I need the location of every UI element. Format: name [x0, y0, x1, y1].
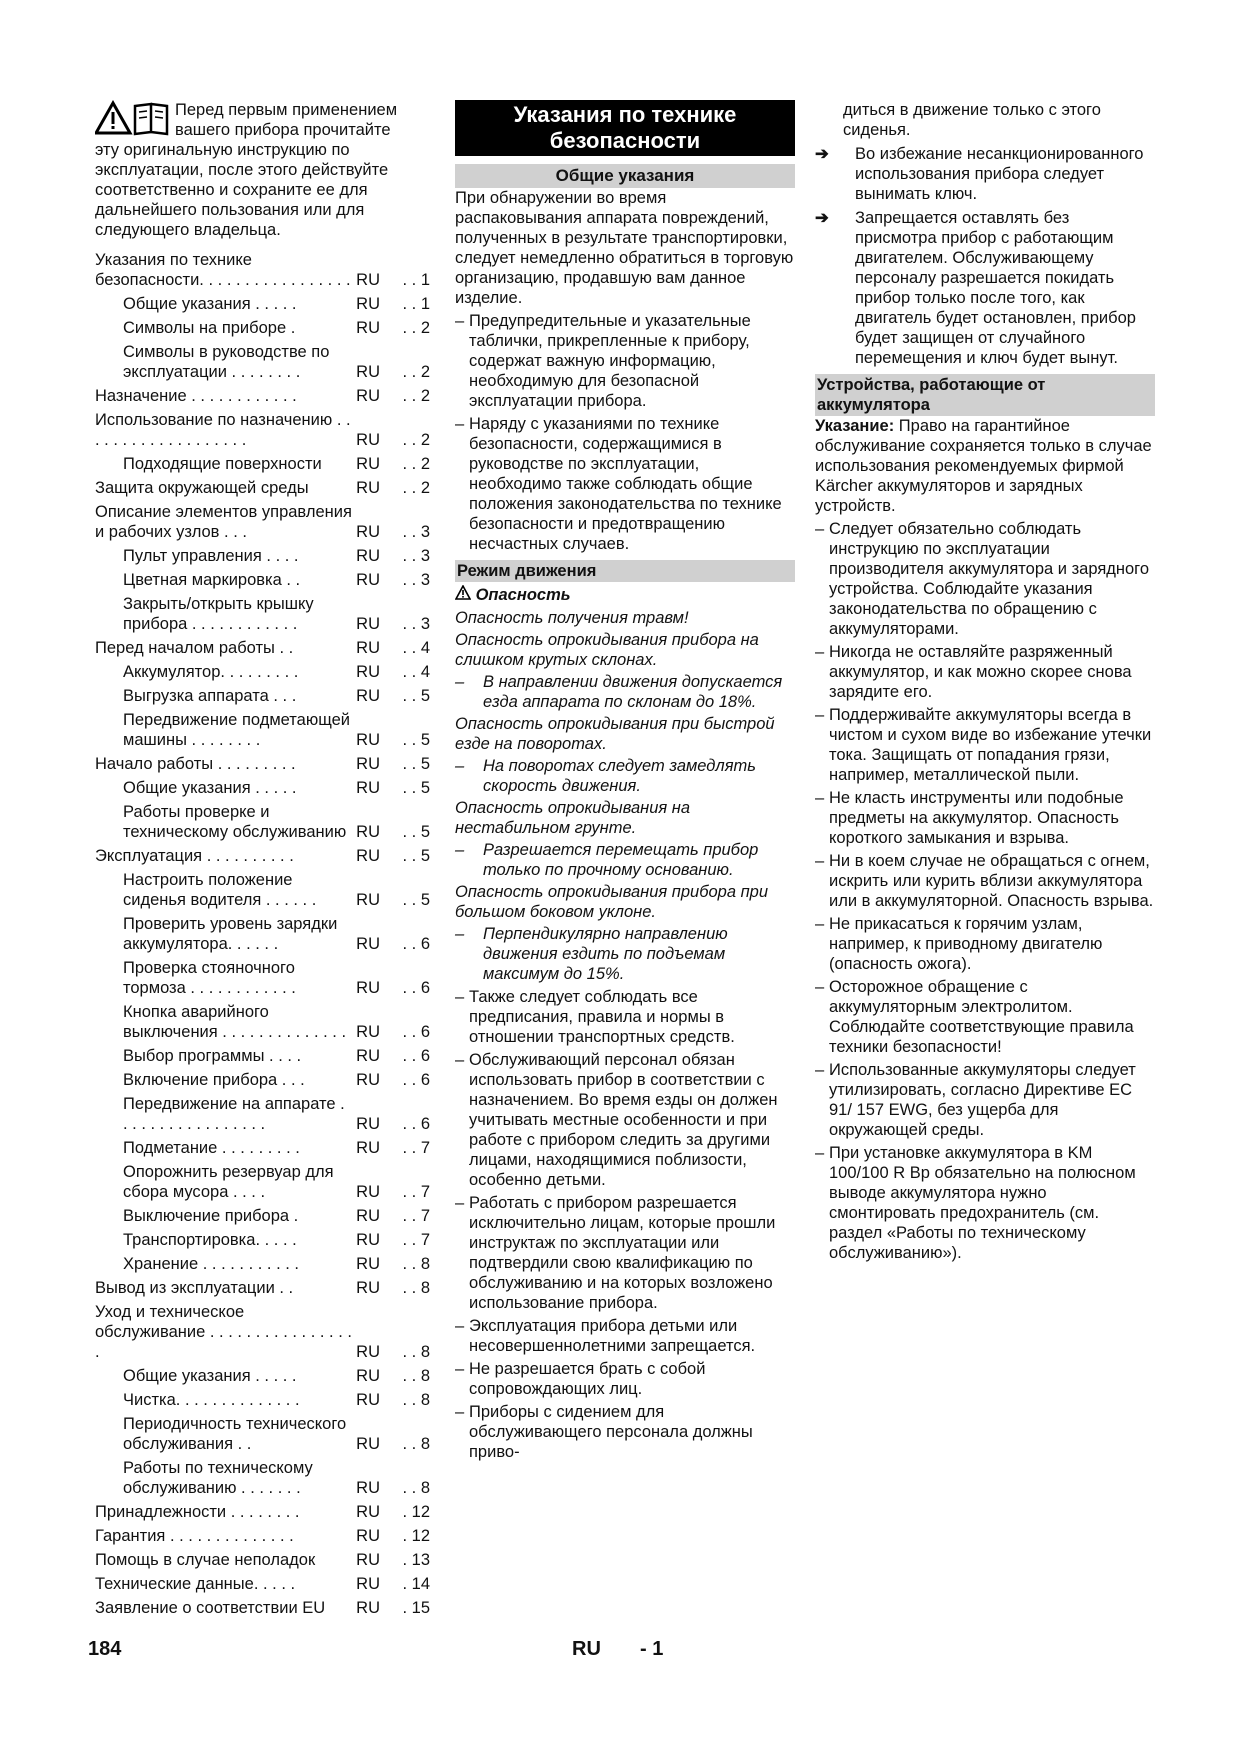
bullet-item-text: Приборы с сидением для обслуживающего персонала должны приво- — [469, 1403, 753, 1461]
bullet-item — [455, 1316, 795, 1356]
toc-entry-title: Работы по техническому обслуживанию . . . . . . . — [123, 1459, 313, 1497]
toc-entry-page: . . 7 — [402, 1231, 430, 1249]
toc-entry-page: . . 2 — [402, 319, 430, 337]
note — [815, 416, 1155, 516]
bullet-item-dash: – — [815, 520, 825, 538]
bullet-item-dash: – — [815, 852, 825, 870]
hazard-item — [455, 924, 795, 984]
toc-entry — [95, 1414, 430, 1454]
toc-entry-lang: RU — [356, 1279, 380, 1297]
toc-entry-title: Опорожнить резервуар для сбора мусора . . . . — [123, 1163, 334, 1201]
danger-heading — [455, 585, 795, 605]
toc-entry-title: Проверить уровень зарядки аккумулятора. . . . . . — [123, 915, 338, 953]
toc-entry-title: Символы на приборе . — [123, 319, 296, 337]
bullet-item-text: Поддерживайте аккумуляторы всегда в чистом и сухом виде во избежание утечки тока. Защищать от попадания грязи, например, металлической пыли. — [829, 706, 1152, 784]
toc-entry-page: . . 2 — [402, 431, 430, 449]
table-of-contents — [95, 250, 430, 1618]
toc-entry-title: Закрыть/открыть крышку прибора . . . . . . . . . . . . — [123, 595, 314, 633]
toc-entry-page: . . 5 — [402, 823, 430, 841]
bullet-item-dash: – — [815, 706, 825, 724]
toc-entry-page: . . 3 — [402, 571, 430, 589]
toc-entry-lang: RU — [356, 479, 380, 497]
bullet-item-text: Также следует соблюдать все предписания, правила и нормы в отношении транспортных средств. — [469, 988, 735, 1046]
toc-entry — [95, 914, 430, 954]
toc-entry-lang: RU — [356, 1575, 380, 1593]
intro — [95, 100, 430, 140]
toc-entry — [95, 1002, 430, 1042]
arrow-list — [815, 144, 1155, 368]
toc-entry-lang: RU — [356, 1435, 380, 1453]
hazard-text: Опасность опрокидывания при быстрой езде на поворотах. — [455, 715, 775, 753]
toc-entry-title: Вывод из эксплуатации . . — [95, 1279, 294, 1297]
toc-entry-lang: RU — [356, 455, 380, 473]
toc-entry-page: . . 8 — [402, 1279, 430, 1297]
hazard-text: Опасность опрокидывания на нестабильном грунте. — [455, 799, 691, 837]
toc-entry-lang: RU — [356, 571, 380, 589]
bullet-item-dash: – — [455, 1317, 465, 1335]
toc-entry-title: Транспортировка. . . . . — [123, 1231, 297, 1249]
toc-entry-title: Перед началом работы . . — [95, 639, 294, 657]
toc-entry-lang: RU — [356, 1391, 380, 1409]
toc-entry — [95, 502, 430, 542]
arrow-icon: ➔ — [815, 145, 829, 163]
toc-entry-lang: RU — [356, 779, 380, 797]
toc-entry-page: . . 2 — [402, 455, 430, 473]
bullet-item — [815, 914, 1155, 974]
hazard-dash: – — [455, 841, 465, 859]
safety-column — [455, 100, 795, 1462]
toc-entry — [95, 1390, 430, 1410]
toc-entry — [95, 1278, 430, 1298]
toc-entry-lang: RU — [356, 271, 380, 289]
toc-entry-title: Подметание . . . . . . . . . — [123, 1139, 300, 1157]
toc-column — [95, 100, 430, 1622]
toc-entry-title: Уход и техническое обслуживание . . . . . . . . . . . . . . . . . — [95, 1303, 352, 1361]
general-text: При обнаружении во время распаковывания аппарата повреждений, полученных в результате транспортировки, следует немедленно обратиться в торговую организацию, продавшую вам данное изделие. — [455, 189, 794, 307]
toc-entry-page: . . 8 — [402, 1343, 430, 1361]
bullet-item-dash: – — [815, 978, 825, 996]
toc-entry-page: . 12 — [402, 1527, 430, 1545]
toc-entry-page: . 12 — [402, 1503, 430, 1521]
toc-entry-page: . . 2 — [402, 363, 430, 381]
toc-entry-title: Указания по технике безопасности. . . . . . . . . . . . . . . . . — [95, 251, 351, 289]
toc-entry-lang: RU — [356, 1367, 380, 1385]
toc-entry-page: . . 6 — [402, 1023, 430, 1041]
toc-entry-lang: RU — [356, 1071, 380, 1089]
bullet-item-text: Использованные аккумуляторы следует утилизировать, согласно Директиве ЕС 91/ 157 EWG, без ущерба для окружающей среды. — [829, 1061, 1136, 1139]
toc-entry-title: Периодичность технического обслуживания . . — [123, 1415, 347, 1453]
bullet-item-text: Не разрешается брать с собой сопровождающих лиц. — [469, 1360, 706, 1398]
driving-title: Режим движения — [455, 560, 795, 582]
toc-entry-page: . . 5 — [402, 755, 430, 773]
bullet-item — [815, 851, 1155, 911]
toc-entry-page: . . 8 — [402, 1435, 430, 1453]
footer-page-label: - 1 — [640, 1638, 664, 1660]
toc-entry-title: Назначение . . . . . . . . . . . . — [95, 387, 297, 405]
toc-entry — [95, 1502, 430, 1522]
toc-entry — [95, 1254, 430, 1274]
toc-entry — [95, 1366, 430, 1386]
continued-text: диться в движение только с этого сиденья. — [843, 101, 1101, 139]
bullet-item — [815, 642, 1155, 702]
hazard-list — [455, 630, 795, 984]
bullet-item-dash: – — [455, 415, 465, 433]
toc-entry-page: . . 4 — [402, 663, 430, 681]
toc-entry-title: Пульт управления . . . . — [123, 547, 299, 565]
toc-entry-lang: RU — [356, 1139, 380, 1157]
bullet-item — [815, 705, 1155, 785]
general-title: Общие указания — [455, 164, 795, 188]
toc-entry-title: Заявление о соответствии EU — [95, 1599, 326, 1617]
hazard-item-text: В направлении движения допускается езда аппарата по склонам до 18%. — [483, 673, 783, 711]
arrow-item-text: Во избежание несанкционированного использования прибора следует вынимать ключ. — [855, 145, 1144, 203]
toc-entry-page: . . 5 — [402, 687, 430, 705]
toc-entry-title: Кнопка аварийного выключения . . . . . . . . . . . . . . — [123, 1003, 347, 1041]
toc-entry-title: Выключение прибора . — [123, 1207, 299, 1225]
toc-entry — [95, 710, 430, 750]
toc-entry-page: . . 5 — [402, 731, 430, 749]
toc-entry-page: . . 5 — [402, 847, 430, 865]
arrow-item — [815, 144, 1155, 204]
hazard-text: Опасность опрокидывания прибора при большом боковом уклоне. — [455, 883, 769, 921]
toc-entry-lang: RU — [356, 891, 380, 909]
toc-entry-title: Хранение . . . . . . . . . . . — [123, 1255, 300, 1273]
toc-entry-title: Проверка стояночного тормоза . . . . . . . . . . . . — [123, 959, 296, 997]
toc-entry-title: Подходящие поверхности — [123, 455, 322, 473]
hazard-item — [455, 672, 795, 712]
toc-entry-lang: RU — [356, 431, 380, 449]
note-text: Право на гарантийное обслуживание сохраняется только в случае использования рекомендуемых фирмой Kärcher аккумуляторов и зарядных устройств. — [815, 417, 1152, 515]
bullet-item-text: Ни в коем случае не обращаться с огнем, искрить или курить вблизи аккумулятора или в аккумуляторной. Опасность взрыва. — [829, 852, 1154, 910]
bullet-item-text: Не прикасаться к горячим узлам, например, к приводному двигателю (опасность ожога). — [829, 915, 1103, 973]
toc-entry — [95, 594, 430, 634]
hazard-item-text: Перпендикулярно направлению движения ездить по подъемам максимум до 15%. — [483, 925, 728, 983]
toc-entry-title: Аккумулятор. . . . . . . . . — [123, 663, 299, 681]
toc-entry-title: Использование по назначению . . . . . . . . . . . . . . . . . . . — [95, 411, 351, 449]
toc-entry-lang: RU — [356, 687, 380, 705]
warning-icon — [455, 585, 471, 600]
toc-entry — [95, 478, 430, 498]
toc-entry-page: . . 3 — [402, 523, 430, 541]
general-bullets — [455, 311, 795, 554]
bullet-item-text: Не класть инструменты или подобные предметы на аккумулятор. Опасность короткого замыкания и взрыва. — [829, 789, 1124, 847]
toc-entry-page: . . 6 — [402, 1115, 430, 1133]
bullet-item-text: Обслуживающий персонал обязан использовать прибор в соответствии с назначением. Во время езды он должен учитывать местные особенности и при работе с прибором следить за другими лицами, находящимися поблизости, особенно детьми. — [469, 1051, 778, 1189]
bullet-item-dash: – — [815, 1144, 825, 1162]
bullet-item — [815, 977, 1155, 1057]
arrow-item — [815, 208, 1155, 368]
bullet-item — [455, 1050, 795, 1190]
toc-entry — [95, 686, 430, 706]
toc-entry — [95, 410, 430, 450]
hazard-item-text: Разрешается перемещать прибор только по прочному основанию. — [483, 841, 759, 879]
toc-entry — [95, 1526, 430, 1546]
hazard-dash: – — [455, 757, 465, 775]
toc-entry-title: Выбор программы . . . . — [123, 1047, 302, 1065]
toc-entry-lang: RU — [356, 1551, 380, 1569]
bullet-item-text: При установке аккумулятора в KM 100/100 R Bp обязательно на полюсном выводе аккумулятора нужно смонтировать предохранитель (см. раздел «Работы по техническому обслуживанию»). — [829, 1144, 1136, 1262]
toc-entry-page: . . 3 — [402, 547, 430, 565]
arrow-icon: ➔ — [815, 209, 829, 227]
bullet-item-dash: – — [455, 1403, 465, 1421]
toc-entry-page: . . 8 — [402, 1479, 430, 1497]
toc-entry-page: . . 6 — [402, 935, 430, 953]
toc-entry — [95, 1302, 430, 1362]
intro-text: эту оригинальную инструкцию по эксплуатации, после этого действуйте соответственно и сохраните ее для дальнейшего пользования или для следующего владельца. — [95, 141, 389, 239]
toc-entry-page: . . 8 — [402, 1391, 430, 1409]
toc-entry — [95, 1550, 430, 1570]
toc-entry-page: . . 7 — [402, 1183, 430, 1201]
toc-entry-lang: RU — [356, 731, 380, 749]
toc-entry-title: Передвижение на аппарате . . . . . . . . . . . . . . . . . — [123, 1095, 345, 1133]
toc-entry — [95, 342, 430, 382]
toc-entry-title: Символы в руководстве по эксплуатации . . . . . . . . — [123, 343, 330, 381]
toc-entry — [95, 386, 430, 406]
toc-entry-title: Работы проверке и техническому обслуживанию — [123, 803, 347, 841]
bullet-item-text: Никогда не оставляйте разряженный аккумулятор, и как можно скорее снова зарядите его. — [829, 643, 1132, 701]
bullet-item — [455, 1359, 795, 1399]
toc-entry-lang: RU — [356, 935, 380, 953]
toc-entry-page: . . 8 — [402, 1367, 430, 1385]
toc-entry-lang: RU — [356, 363, 380, 381]
toc-entry-title: Принадлежности . . . . . . . . — [95, 1503, 300, 1521]
toc-entry-title: Настроить положение сиденья водителя . . . . . . — [123, 871, 317, 909]
bullet-item-text: Следует обязательно соблюдать инструкцию по эксплуатации производителя аккумулятора и зарядного устройства. Соблюдайте указания законодательства по обращению с аккумуляторами. — [829, 520, 1150, 638]
toc-entry-lang: RU — [356, 1183, 380, 1201]
toc-entry-page: . . 7 — [402, 1207, 430, 1225]
toc-entry-lang: RU — [356, 1231, 380, 1249]
toc-entry-lang: RU — [356, 1503, 380, 1521]
toc-entry-page: . . 6 — [402, 1071, 430, 1089]
bullet-item — [455, 987, 795, 1047]
toc-entry-title: Технические данные. . . . . — [95, 1575, 296, 1593]
toc-entry-lang: RU — [356, 1343, 380, 1361]
footer-lang: RU — [572, 1638, 601, 1660]
battery-column — [815, 100, 1155, 1263]
toc-entry-page: . . 6 — [402, 979, 430, 997]
toc-entry-page: . . 2 — [402, 387, 430, 405]
toc-entry — [95, 1598, 430, 1618]
hazard-text: Опасность опрокидывания прибора на слишком крутых склонах. — [455, 631, 759, 669]
toc-entry — [95, 318, 430, 338]
bullet-item — [455, 1402, 795, 1462]
toc-entry-title: Общие указания . . . . . — [123, 295, 297, 313]
bullet-item-text: Осторожное обращение с аккумуляторным электролитом. Соблюдайте соответствующие правила техники безопасности! — [829, 978, 1134, 1056]
bullet-item — [815, 519, 1155, 639]
battery-title: Устройства, работающие от аккумулятора — [815, 374, 1155, 416]
toc-entry-title: Цветная маркировка . . — [123, 571, 301, 589]
toc-entry-page: . . 8 — [402, 1255, 430, 1273]
toc-entry — [95, 802, 430, 842]
toc-entry — [95, 754, 430, 774]
toc-entry — [95, 294, 430, 314]
toc-entry-page: . . 6 — [402, 1047, 430, 1065]
toc-entry — [95, 1138, 430, 1158]
page-number: 184 — [88, 1638, 122, 1660]
toc-entry-lang: RU — [356, 1023, 380, 1041]
toc-entry-title: Выгрузка аппарата . . . — [123, 687, 297, 705]
toc-entry-lang: RU — [356, 979, 380, 997]
bullet-item — [455, 1193, 795, 1313]
toc-entry-lang: RU — [356, 1047, 380, 1065]
toc-entry-title: Передвижение подметающей машины . . . . . . . . — [123, 711, 350, 749]
bullet-item-dash: – — [455, 1194, 465, 1212]
arrow-item-text: Запрещается оставлять без присмотра прибор с работающим двигателем. Обслуживающему персоналу разрешается покидать прибор только после того, как двигатель будет остановлен, прибор будет защищен от случайного перемещения и ключ будет вынут. — [855, 209, 1136, 367]
bullet-item — [455, 414, 795, 554]
rules-bullets — [455, 987, 795, 1462]
toc-entry-lang: RU — [356, 523, 380, 541]
toc-entry-page: . 13 — [402, 1551, 430, 1569]
toc-entry — [95, 250, 430, 290]
toc-entry-page: . 15 — [402, 1599, 430, 1617]
toc-entry — [95, 638, 430, 658]
bullet-item-dash: – — [455, 312, 465, 330]
note-label: Указание: — [815, 417, 895, 435]
bullet-item-dash: – — [815, 789, 825, 807]
bullet-item-text: Эксплуатация прибора детьми или несовершеннолетними запрещается. — [469, 1317, 756, 1355]
toc-entry-lang: RU — [356, 1599, 380, 1617]
toc-entry-title: Включение прибора . . . — [123, 1071, 305, 1089]
toc-entry — [95, 1162, 430, 1202]
toc-entry-page: . . 1 — [402, 295, 430, 313]
toc-entry — [95, 454, 430, 474]
toc-entry-lang: RU — [356, 615, 380, 633]
bullet-item-dash: – — [815, 1061, 825, 1079]
toc-entry-title: Общие указания . . . . . — [123, 779, 297, 797]
bullet-item-dash: – — [815, 915, 825, 933]
toc-entry-title: Гарантия . . . . . . . . . . . . . . — [95, 1527, 294, 1545]
intro-text-first: Перед первым применением вашего прибора прочитайте — [175, 101, 398, 139]
bullet-item-text: Предупредительные и указательные таблички, прикрепленные к прибору, содержат важную информацию, необходимую для безопасной эксплуатации прибора. — [469, 312, 751, 410]
toc-entry-lang: RU — [356, 1207, 380, 1225]
toc-entry-title: Эксплуатация . . . . . . . . . . — [95, 847, 294, 865]
toc-entry-title: Помощь в случае неполадок — [95, 1551, 316, 1569]
bullet-item — [815, 1060, 1155, 1140]
toc-entry — [95, 662, 430, 682]
hazard-item-text: На поворотах следует замедлять скорость движения. — [483, 757, 756, 795]
toc-entry — [95, 958, 430, 998]
toc-entry-page: . . 1 — [402, 271, 430, 289]
toc-entry — [95, 1094, 430, 1134]
toc-entry — [95, 870, 430, 910]
toc-entry-lang: RU — [356, 755, 380, 773]
toc-entry-page: . . 3 — [402, 615, 430, 633]
toc-entry — [95, 570, 430, 590]
toc-entry — [95, 1070, 430, 1090]
toc-entry — [95, 1458, 430, 1498]
toc-entry — [95, 1230, 430, 1250]
toc-entry — [95, 1574, 430, 1594]
bullet-item — [815, 1143, 1155, 1263]
toc-entry — [95, 546, 430, 566]
hazard-dash: – — [455, 925, 465, 943]
danger-intro: Опасность получения травм! — [455, 609, 689, 627]
toc-entry-lang: RU — [356, 823, 380, 841]
toc-entry-page: . . 2 — [402, 479, 430, 497]
bullet-item-text: Наряду с указаниями по технике безопасности, содержащимися в руководстве по эксплуатации, необходимо также соблюдать общие положения законодательства по технике безопасности и предотвращению несчастных случаев. — [469, 415, 782, 553]
bullet-item — [455, 311, 795, 411]
hazard-item — [455, 756, 795, 796]
battery-bullets — [815, 519, 1155, 1263]
toc-entry-page: . . 7 — [402, 1139, 430, 1157]
toc-entry-title: Чистка. . . . . . . . . . . . . . — [123, 1391, 300, 1409]
toc-entry-page: . . 5 — [402, 779, 430, 797]
section-title: Указания по технике безопасности — [455, 100, 795, 156]
hazard-dash: – — [455, 673, 465, 691]
warning-book-icon — [95, 100, 175, 136]
bullet-item — [815, 788, 1155, 848]
danger-label: Опасность — [475, 586, 571, 604]
bullet-item-dash: – — [815, 643, 825, 661]
toc-entry-lang: RU — [356, 663, 380, 681]
toc-entry-lang: RU — [356, 295, 380, 313]
toc-entry-title: Защита окружающей среды — [95, 479, 309, 497]
toc-entry-lang: RU — [356, 1115, 380, 1133]
toc-entry-lang: RU — [356, 547, 380, 565]
toc-entry-lang: RU — [356, 1527, 380, 1545]
toc-entry-lang: RU — [356, 319, 380, 337]
bullet-item-text: Работать с прибором разрешается исключительно лицам, которые прошли инструктаж по эксплуатации или подтвердили свою квалификацию по обслуживанию и на которых возложено использование прибора. — [469, 1194, 776, 1312]
toc-entry-title: Описание элементов управления и рабочих узлов . . . — [95, 503, 352, 541]
toc-entry-page: . . 4 — [402, 639, 430, 657]
toc-entry-lang: RU — [356, 1255, 380, 1273]
bullet-item-dash: – — [455, 1360, 465, 1378]
toc-entry-lang: RU — [356, 1479, 380, 1497]
toc-entry-lang: RU — [356, 387, 380, 405]
bullet-item-dash: – — [455, 988, 465, 1006]
toc-entry-title: Начало работы . . . . . . . . . — [95, 755, 296, 773]
toc-entry — [95, 778, 430, 798]
toc-entry-lang: RU — [356, 847, 380, 865]
toc-entry — [95, 846, 430, 866]
toc-entry-title: Общие указания . . . . . — [123, 1367, 297, 1385]
toc-entry-page: . 14 — [402, 1575, 430, 1593]
bullet-item-dash: – — [455, 1051, 465, 1069]
toc-entry-page: . . 5 — [402, 891, 430, 909]
toc-entry — [95, 1206, 430, 1226]
hazard-item — [455, 840, 795, 880]
toc-entry — [95, 1046, 430, 1066]
toc-entry-lang: RU — [356, 639, 380, 657]
